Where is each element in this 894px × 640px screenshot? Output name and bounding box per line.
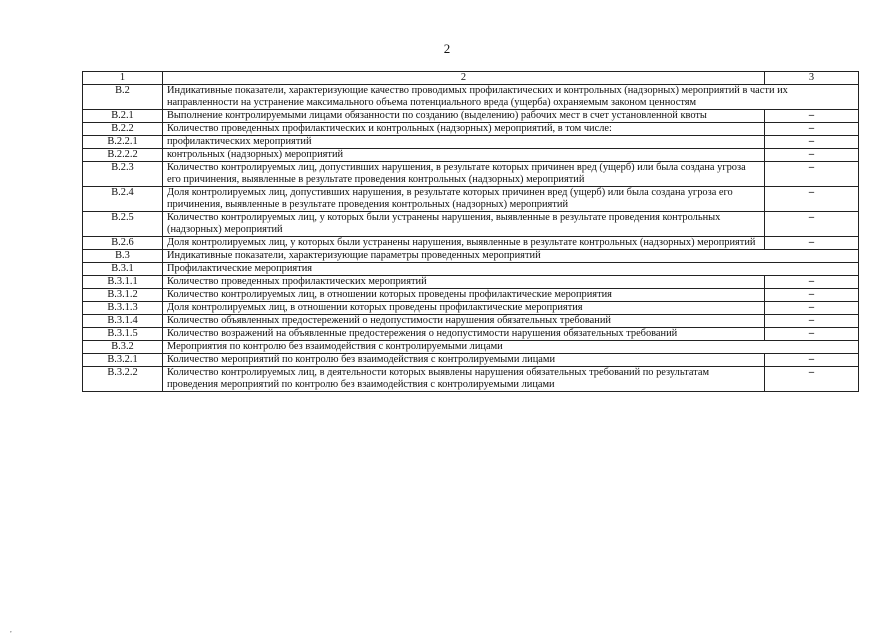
row-description: Доля контролируемых лиц, у которых были устранены нарушения, выявленные в результате контрольных (надзорных) мероприятий (163, 237, 765, 250)
row-value: – (765, 276, 859, 289)
row-description: Мероприятия по контролю без взаимодействия с контролируемыми лицами (163, 341, 859, 354)
row-value: – (765, 212, 859, 237)
table-row (83, 212, 859, 237)
column-header-1: 1 (83, 72, 163, 85)
row-description: Доля контролируемых лиц, допустивших нарушения, в результате которых причинен вред (ущерб) или была создана угроза его причинения, выявленные в результате проведения контрольных (надзорных) мероприятий (163, 187, 765, 212)
row-code: В.2.5 (83, 212, 163, 237)
row-code: В.2.4 (83, 187, 163, 212)
table-row (83, 250, 859, 263)
row-code: В.3.1 (83, 263, 163, 276)
table-row (83, 341, 859, 354)
table-row (83, 328, 859, 341)
row-description: Количество контролируемых лиц, у которых были устранены нарушения, выявленные в результате проведения контрольных (надзорных) мероприятий (163, 212, 765, 237)
table-row (83, 276, 859, 289)
table-row (83, 289, 859, 302)
row-value: – (765, 354, 859, 367)
row-code: В.3.2.1 (83, 354, 163, 367)
table-row (83, 263, 859, 276)
row-description: Количество контролируемых лиц, в отношении которых проведены профилактические мероприятия (163, 289, 765, 302)
indicator-table (82, 71, 859, 392)
row-description: Количество мероприятий по контролю без взаимодействия с контролируемыми лицами (163, 354, 765, 367)
row-code: В.2.2.2 (83, 149, 163, 162)
row-value: – (765, 123, 859, 136)
table-row (83, 187, 859, 212)
row-description: Индикативные показатели, характеризующие качество проводимых профилактических и контрольных (надзорных) мероприятий в части их направленности на устранение максимального объема потенциального вреда (ущерба) охраняемым законом ценностям (163, 85, 859, 110)
table-row (83, 162, 859, 187)
table-row (83, 315, 859, 328)
page-number: 2 (443, 41, 451, 56)
row-value: – (765, 289, 859, 302)
row-value: – (765, 302, 859, 315)
row-code: В.2.6 (83, 237, 163, 250)
table-header-row (83, 72, 859, 85)
row-code: В.3.1.1 (83, 276, 163, 289)
table-row (83, 149, 859, 162)
row-code: В.3.2.2 (83, 367, 163, 392)
row-description: Количество проведенных профилактических мероприятий (163, 276, 765, 289)
row-code: В.3.1.5 (83, 328, 163, 341)
table-row (83, 123, 859, 136)
scan-mark: , (10, 626, 12, 634)
table-row (83, 237, 859, 250)
table-row (83, 367, 859, 392)
row-description: Количество объявленных предостережений о недопустимости нарушения обязательных требований (163, 315, 765, 328)
row-code: В.2.3 (83, 162, 163, 187)
row-description: Количество контролируемых лиц, в деятельности которых выявлены нарушения обязательных требований по результатам проведения мероприятий по контролю без взаимодействия с контролируемыми лицами (163, 367, 765, 392)
row-description: Выполнение контролируемыми лицами обязанности по созданию (выделению) рабочих мест в счет установленной квоты (163, 110, 765, 123)
row-value: – (765, 187, 859, 212)
row-description: Количество проведенных профилактических и контрольных (надзорных) мероприятий, в том числе: (163, 123, 765, 136)
row-value: – (765, 149, 859, 162)
table-row (83, 136, 859, 149)
row-value: – (765, 110, 859, 123)
row-value: – (765, 328, 859, 341)
table-row (83, 302, 859, 315)
row-description: Количество возражений на объявленные предостережения о недопустимости нарушения обязательных требований (163, 328, 765, 341)
table-row (83, 85, 859, 110)
row-description: контрольных (надзорных) мероприятий (163, 149, 765, 162)
row-value: – (765, 237, 859, 250)
row-code: В.3 (83, 250, 163, 263)
row-description: Профилактические мероприятия (163, 263, 859, 276)
row-code: В.2.2.1 (83, 136, 163, 149)
table-row (83, 110, 859, 123)
row-value: – (765, 315, 859, 328)
row-description: профилактических мероприятий (163, 136, 765, 149)
row-code: В.3.1.4 (83, 315, 163, 328)
column-header-3: 3 (765, 72, 859, 85)
table-row (83, 354, 859, 367)
row-value: – (765, 136, 859, 149)
row-code: В.3.2 (83, 341, 163, 354)
row-code: В.2.2 (83, 123, 163, 136)
row-description: Количество контролируемых лиц, допустивших нарушения, в результате которых причинен вред (ущерб) или была создана угроза его причинения, выявленные в результате проведения контрольных (надзорных) мероприятий (163, 162, 765, 187)
row-description: Доля контролируемых лиц, в отношении которых проведены профилактические мероприятия (163, 302, 765, 315)
row-code: В.2.1 (83, 110, 163, 123)
row-description: Индикативные показатели, характеризующие параметры проведенных мероприятий (163, 250, 859, 263)
row-code: В.3.1.3 (83, 302, 163, 315)
row-code: В.3.1.2 (83, 289, 163, 302)
row-value: – (765, 162, 859, 187)
column-header-2: 2 (163, 72, 765, 85)
row-value: – (765, 367, 859, 392)
row-code: В.2 (83, 85, 163, 110)
